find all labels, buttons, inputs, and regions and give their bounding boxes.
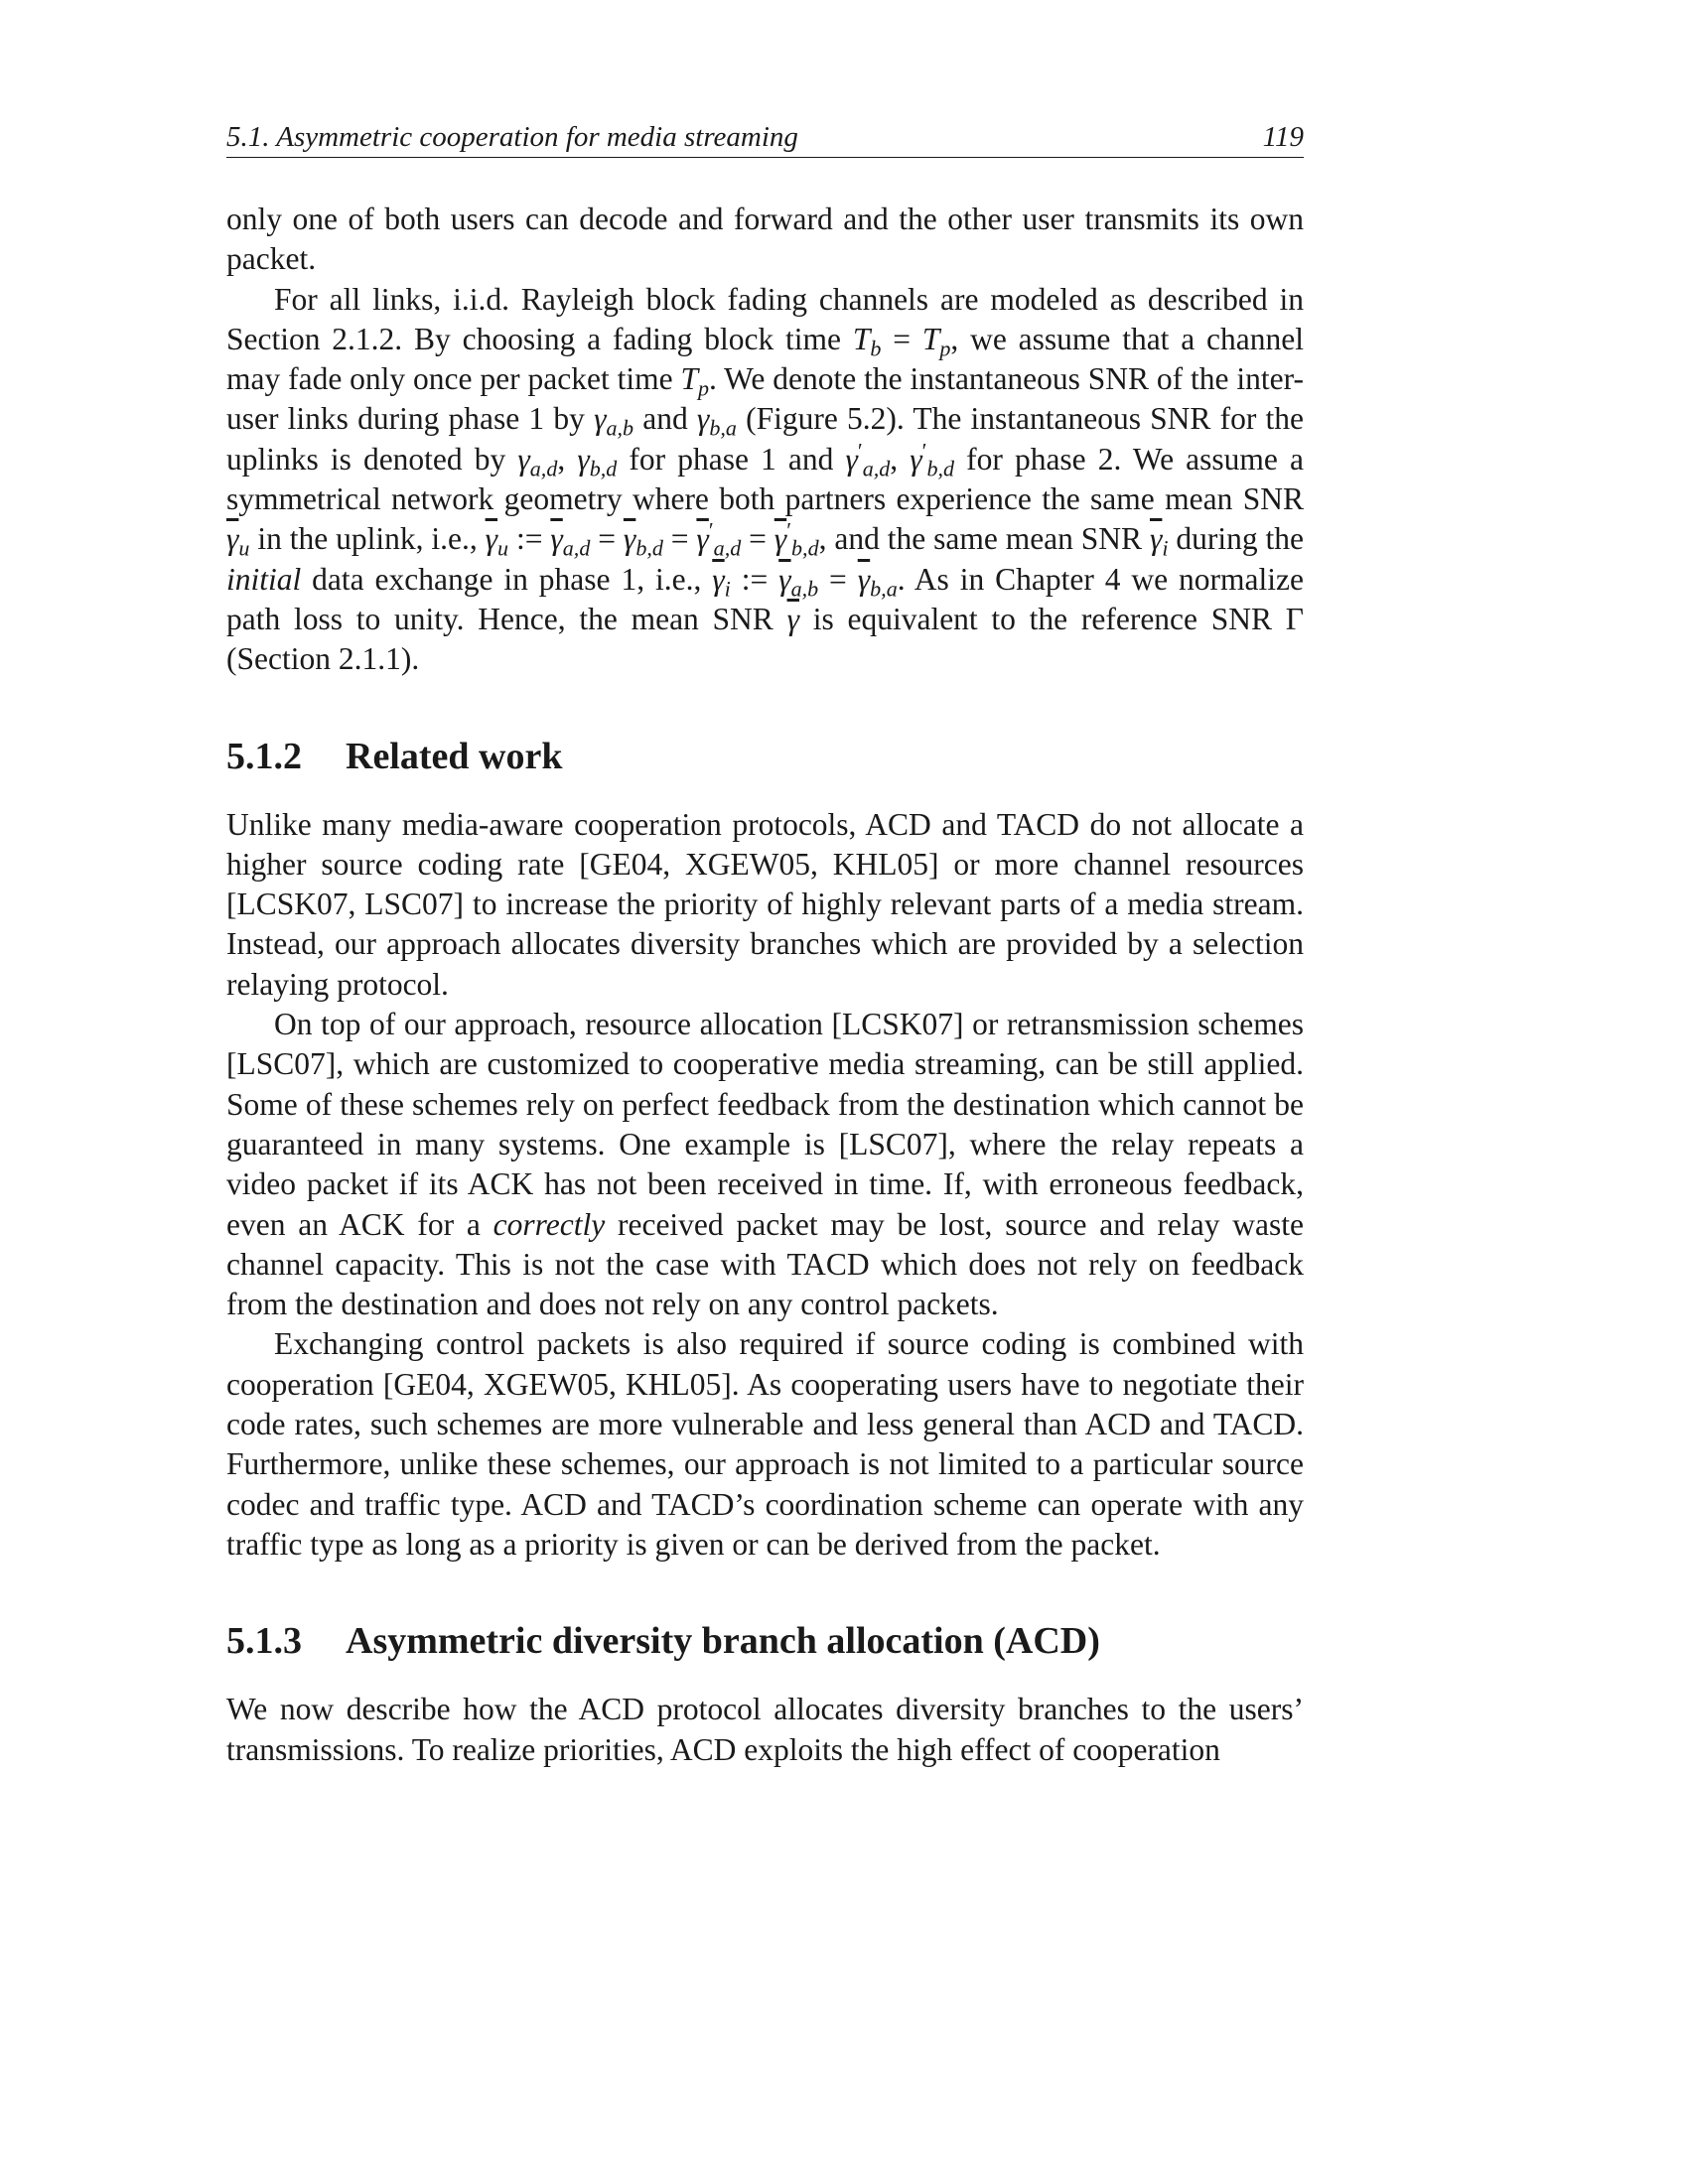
emphasis-text: correctly bbox=[492, 1206, 606, 1242]
paragraph-related-work-2 bbox=[226, 1005, 1304, 1324]
paragraph-related-work-3: Exchanging control packets is also required if source coding is combined with cooperation [GE04, XGEW05, KHL05]. As cooperating users have to negotiate their code rates, such schemes are more vulnerable and less general than ACD and TACD. Furthermore, unlike these schemes, our approach is not limited to a particular source codec and traffic type. ACD and TACD’s coordination scheme can operate with any traffic type as long as a priority is given or can be derived from the packet. bbox=[226, 1326, 1304, 1562]
page bbox=[226, 119, 1304, 1770]
section-heading-related-work bbox=[226, 734, 1304, 779]
section-title: Related work bbox=[346, 735, 563, 777]
running-head bbox=[226, 119, 1304, 158]
paragraph-continuation: only one of both users can decode and forward and the other user transmits its own packet. bbox=[226, 202, 1304, 277]
paragraph-channel-model: For all links, i.i.d. Rayleigh block fading channels are modeled as described in Section 2.1.2. By choosing a fading block time $T_b = T_p$, we assume that a channel may fade only once per packet time $T_p$. We denote the instantaneous SNR of the inter-user links during phase 1 by $\gamma_{a,b}$ and $\gamma_{b,a}$ (Figure 5.2). The instantaneous SNR for the uplinks is denoted by $\gamma_{a,d}$, $\gamma_{b,d}$ for phase 1 and $\gamma'_{a,d}$, $\gamma'_{b,d}$ for phase 2. We assume a symmetrical network geometry where both partners experience the same mean SNR $\overline{\gamma}_u$ in the uplink, i.e., $\overline{\gamma}_u$ := $\overline{\gamma}_{a,d} = \overline{\gamma}_{b,d} = \overline{\gamma}'_{a,d} = \overline{\gamma}'_{b,d}$, and the same mean SNR $\overline{\gamma}_i$ during the initial data exchange in phase 1, i.e., $\overline{\gamma}_i$ := $\overline{\gamma}_{a,b} = \overline{\gamma}_{b,a}$. As in Chapter 4 we normalize path loss to unity. Hence, the mean SNR $\overline{\gamma}$ is equivalent to the reference SNR Γ (Section 2.1.1). bbox=[226, 281, 1305, 677]
paragraph-text: On top of our approach, resource allocation [LCSK07] or retransmission schemes [LSC07], which are customized to cooperative media streaming, can be still applied. Some of these schemes rely on perfect feedback from the destination which cannot be guaranteed in many systems. One example is [LSC07], where the relay repeats a video packet if its ACK has not been received in time. If, with erroneous feedback, even an ACK for a bbox=[226, 1007, 1304, 1242]
section-number: 5.1.3 bbox=[226, 1620, 302, 1663]
paragraph-acd-1: We now describe how the ACD protocol allocates diversity branches to the users’ transmissions. To realize priorities, ACD exploits the high effect of cooperation bbox=[226, 1692, 1304, 1767]
page-number: 119 bbox=[1262, 121, 1304, 153]
section-heading-acd bbox=[226, 1618, 1304, 1664]
section-title: Asymmetric diversity branch allocation (ACD) bbox=[346, 1620, 1100, 1663]
paragraph-text-end: received packet may be lost, source and relay waste channel capacity. This is not the case with TACD which does not rely on feedback from the destination and does not rely on any control packets. bbox=[226, 1206, 1304, 1322]
body-text bbox=[226, 200, 1304, 1770]
section-number: 5.1.2 bbox=[226, 735, 302, 777]
paragraph-related-work-1: Unlike many media-aware cooperation protocols, ACD and TACD do not allocate a higher source coding rate [GE04, XGEW05, KHL05] or more channel resources [LCSK07, LSC07] to increase the priority of highly relevant parts of a media stream. Instead, our approach allocates diversity branches which are provided by a selection relaying protocol. bbox=[226, 806, 1304, 1002]
running-head-title: 5.1. Asymmetric cooperation for media streaming bbox=[226, 121, 798, 153]
